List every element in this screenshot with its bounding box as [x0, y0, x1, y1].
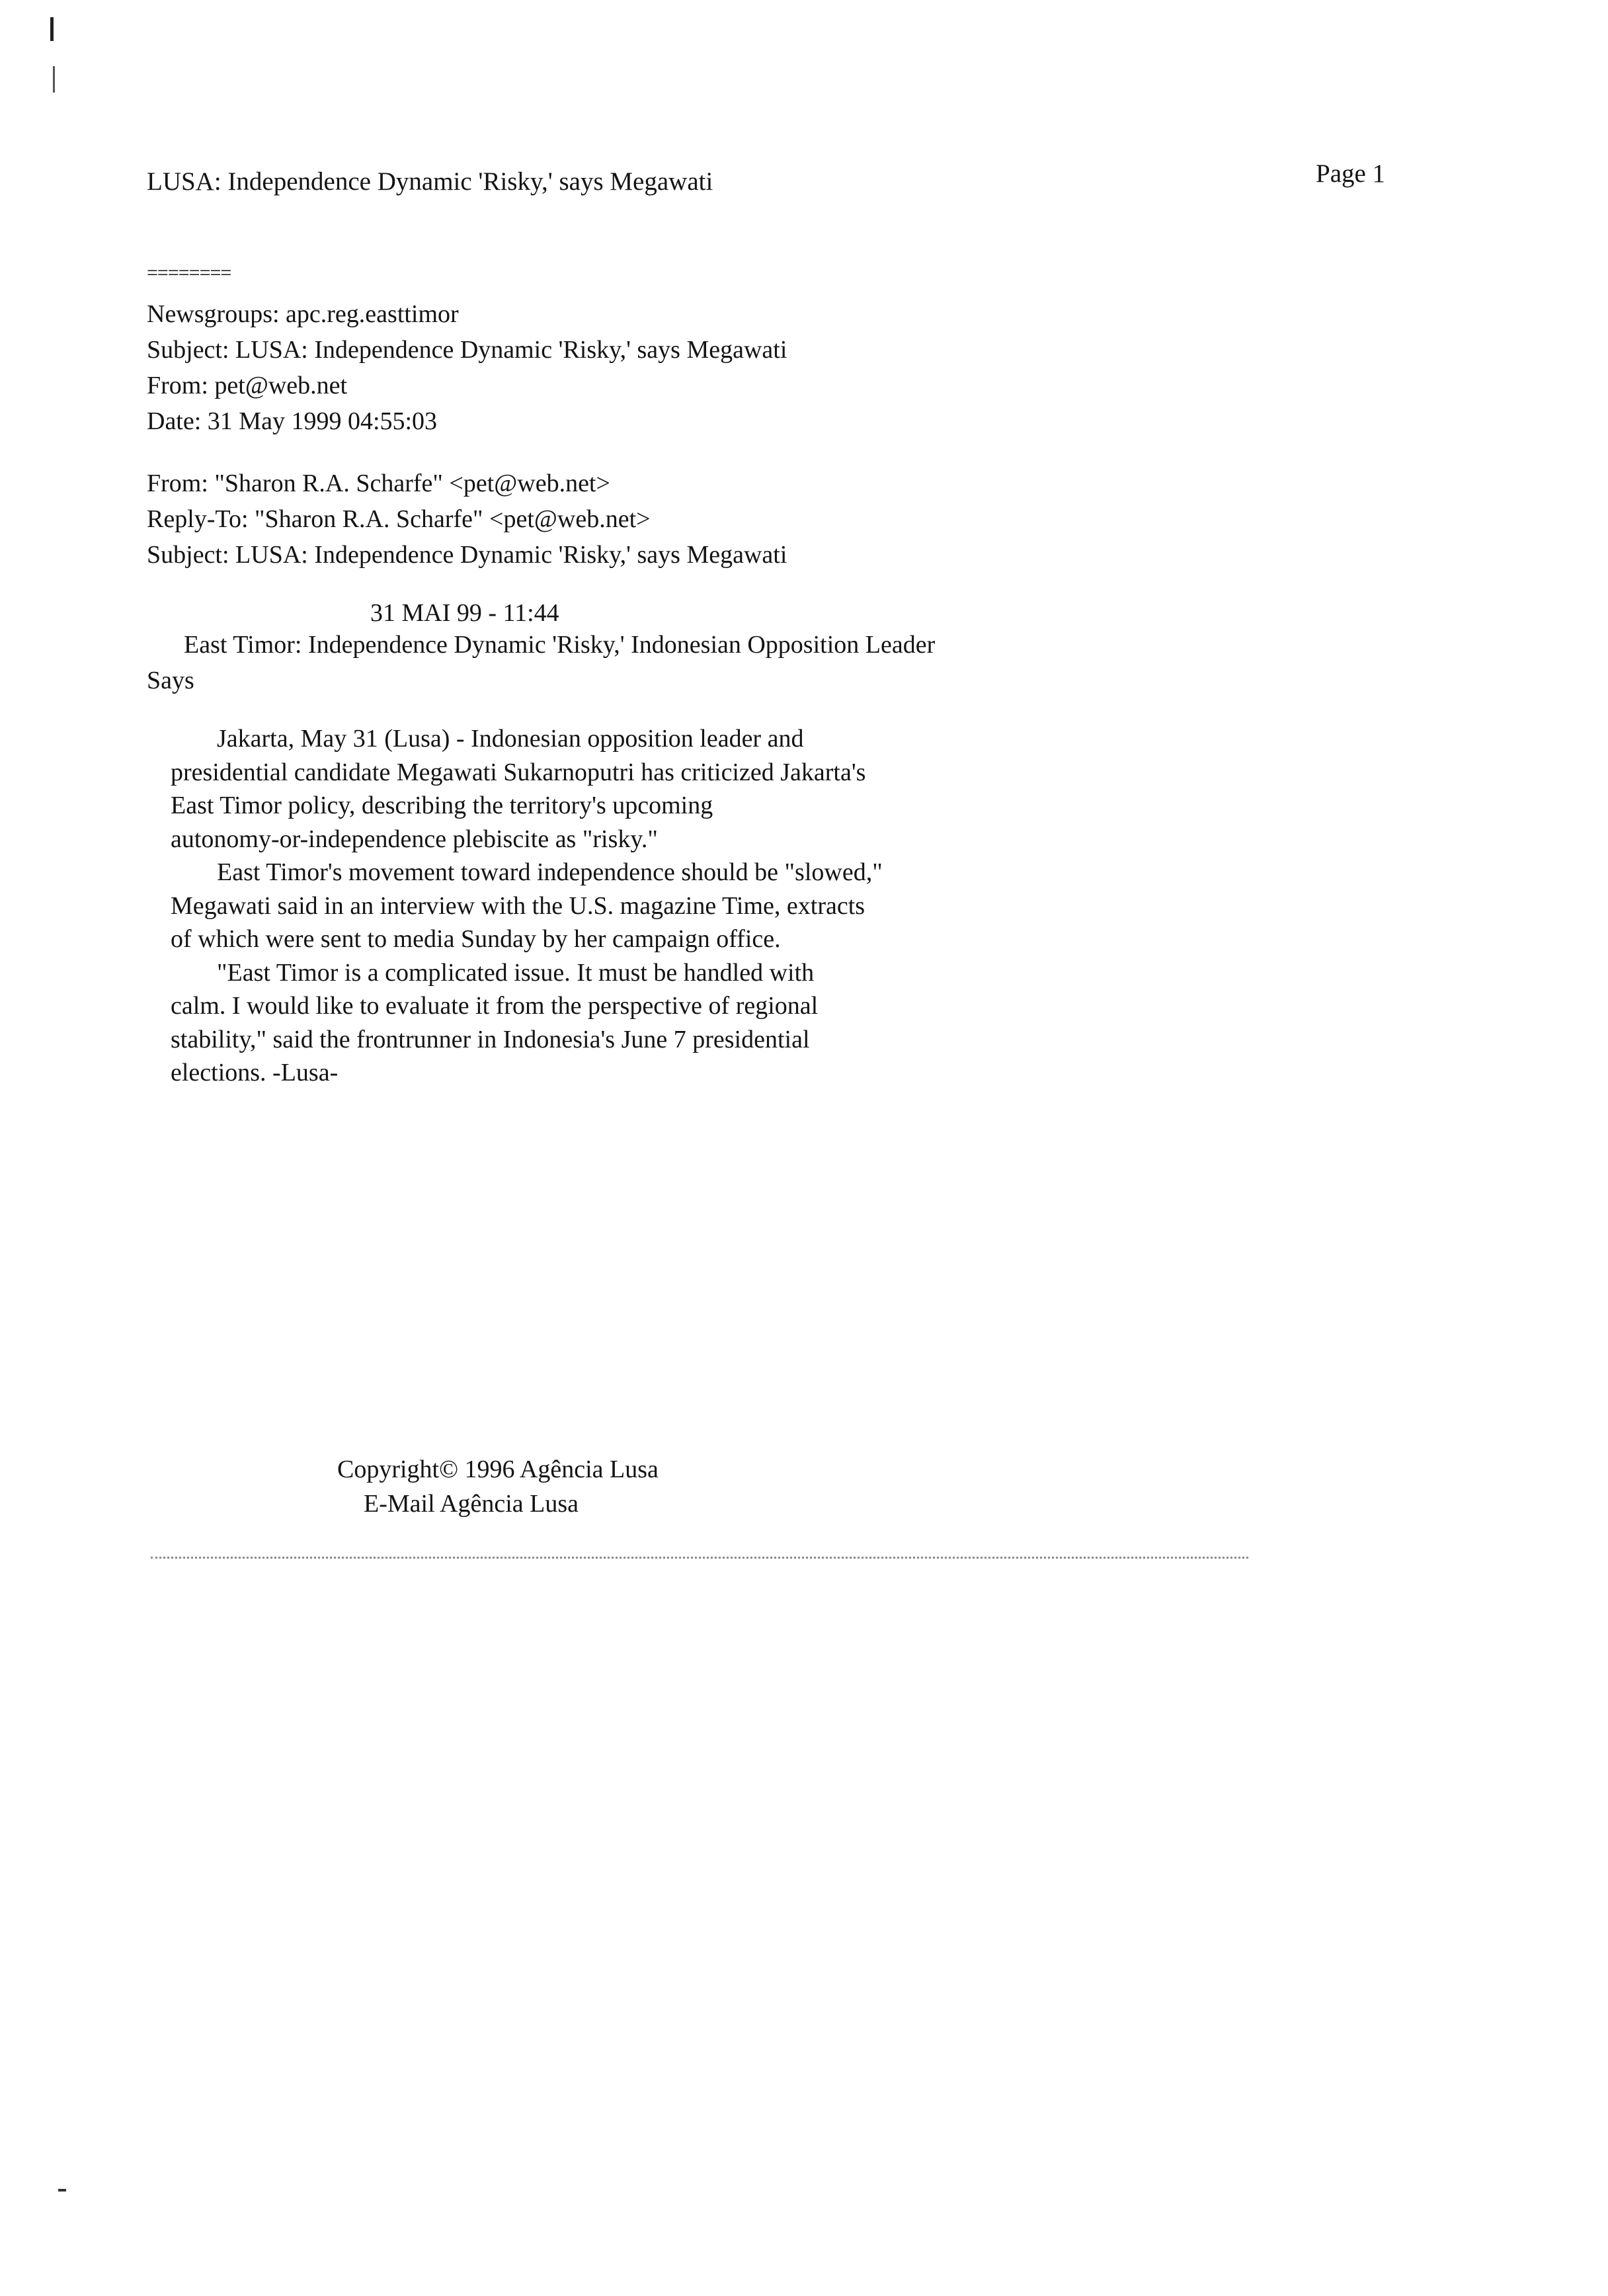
forward-header: [147, 466, 787, 573]
body-line: Megawati said in an interview with the U.S. magazine Time, extracts: [171, 891, 865, 920]
forward-from-line: From: "Sharon R.A. Scharfe" <pet@web.net>: [147, 470, 610, 497]
copyright-line: Copyright© 1996 Agência Lusa: [337, 1456, 659, 1483]
separator-line: ========: [147, 262, 231, 284]
page-number: Page 1: [1316, 159, 1386, 188]
article-body: [171, 722, 1030, 1090]
body-line: East Timor policy, describing the territory's upcoming: [171, 792, 713, 819]
scan-mark-bottom-left: [58, 2189, 66, 2192]
dotted-rule: [151, 1557, 1248, 1559]
date-line: Date: 31 May 1999 04:55:03: [147, 407, 438, 435]
forward-subject-line: Subject: LUSA: Independence Dynamic 'Risky,' says Megawati: [147, 541, 787, 569]
reply-to-line: Reply-To: "Sharon R.A. Scharfe" <pet@web.net>: [147, 505, 651, 533]
body-line: stability," said the frontrunner in Indonesia's June 7 presidential: [171, 1025, 810, 1053]
headline-line-1: East Timor: Independence Dynamic 'Risky,' Indonesian Opposition Leader: [184, 631, 936, 659]
body-line: "East Timor is a complicated issue. It must be handled with: [217, 958, 815, 987]
newsgroups-line: Newsgroups: apc.reg.easttimor: [147, 300, 459, 328]
running-title: LUSA: Independence Dynamic 'Risky,' says Megawati: [147, 167, 713, 196]
scan-mark-top-left-small: [53, 66, 55, 93]
body-line: calm. I would like to evaluate it from the perspective of regional: [171, 992, 819, 1020]
body-line: of which were sent to media Sunday by her campaign office.: [171, 925, 781, 953]
subject-line: Subject: LUSA: Independence Dynamic 'Risky,' says Megawati: [147, 336, 787, 364]
body-line: presidential candidate Megawati Sukarnoputri has criticized Jakarta's: [171, 758, 866, 786]
body-line: elections. -Lusa-: [171, 1059, 339, 1086]
message-header: [147, 296, 787, 439]
scan-mark-top-left: [50, 17, 54, 41]
headline-line-2: Says: [147, 667, 194, 694]
article-dateline: 31 MAI 99 - 11:44: [370, 599, 559, 627]
copyright-block: [337, 1452, 659, 1521]
article-headline: [147, 627, 935, 698]
body-line: Jakarta, May 31 (Lusa) - Indonesian opposition leader and: [217, 725, 804, 753]
from-line: From: pet@web.net: [147, 372, 348, 399]
body-line: East Timor's movement toward independence should be "slowed,": [217, 858, 883, 886]
email-line: E-Mail Agência Lusa: [364, 1490, 579, 1518]
body-line: autonomy-or-independence plebiscite as "risky.": [171, 825, 658, 853]
